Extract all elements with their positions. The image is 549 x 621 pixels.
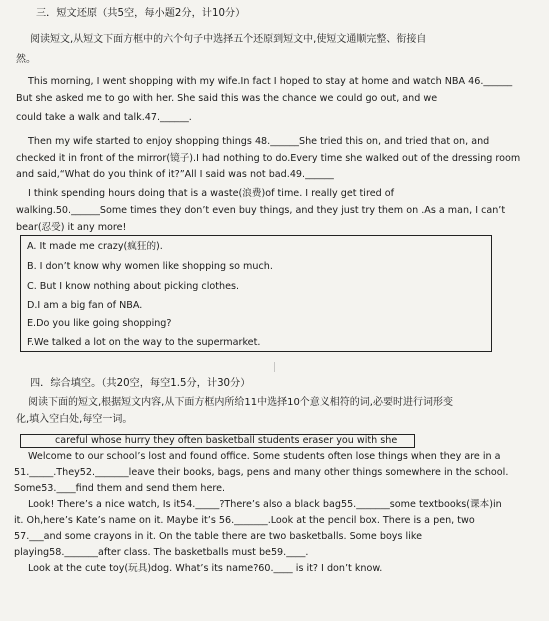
passage-line: could take a walk and talk.47.______. bbox=[16, 112, 192, 123]
passage-line: Look! There’s a nice watch, Is it54._____?There’s also a black bag55._______some textbooks(课本)in bbox=[28, 499, 502, 510]
section3-heading: 三．短文还原（共5空，每小题2分，计10分） bbox=[36, 8, 246, 19]
section3-instruction-line-2: 然。 bbox=[16, 54, 36, 65]
option-b: B. I don’t know why women like shopping so much. bbox=[27, 261, 273, 272]
passage-line: Welcome to our school’s lost and found office. Some students often lose things when they are in a bbox=[28, 451, 501, 462]
passage-line: 57.___and some crayons in it. On the table there are two basketballs. Some boys like bbox=[14, 531, 422, 542]
option-e: E.Do you like going shopping? bbox=[27, 318, 172, 329]
word-bank-box bbox=[20, 434, 415, 448]
passage-line: Then my wife started to enjoy shopping things 48.______She tried this on, and tried that on, and bbox=[28, 136, 490, 147]
passage-line: and said,“What do you think of it?”All I said was not bad.49.______ bbox=[16, 169, 334, 180]
passage-line: walking.50.______Some times they don’t even buy things, and they just try them on .As a man, I can’t bbox=[16, 205, 506, 216]
option-a: A. It made me crazy(疯狂的). bbox=[27, 241, 163, 252]
passage-line: This morning, I went shopping with my wife.In fact I hoped to stay at home and watch NBA 46.______ bbox=[28, 76, 513, 87]
passage-line: Look at the cute toy(玩具)dog. What’s its name?60.____ is it? I don’t know. bbox=[28, 563, 383, 574]
passage-line: checked it in front of the mirror(镜子).I had nothing to do.Every time she walked out of the dressing room bbox=[16, 153, 521, 164]
scan-mark bbox=[274, 362, 279, 372]
passage-line: 51._____.They52._______leave their books, bags, pens and many other things somewhere in the school. bbox=[14, 467, 509, 478]
options-box bbox=[20, 235, 492, 352]
option-d: D.I am a big fan of NBA. bbox=[27, 300, 143, 311]
option-c: C. But I know nothing about picking clothes. bbox=[27, 281, 240, 292]
option-f: F.We talked a lot on the way to the supermarket. bbox=[27, 337, 261, 348]
section3-instruction-line-1: 阅读短文,从短文下面方框中的六个句子中选择五个还原到短文中,使短文通顺完整、衔接自 bbox=[30, 34, 427, 45]
section4-instruction-line-1: 阅读下面的短文,根据短文内容,从下面方框内所给11中选择10个意义相符的词,必要时进行词形变 bbox=[28, 397, 453, 408]
passage-line: it. Oh,here’s Kate’s name on it. Maybe it’s 56._______.Look at the pencil box. There is a pen, two bbox=[14, 515, 475, 526]
section4-heading: 四．综合填空。（共20空，每空1.5分，计30分） bbox=[30, 378, 251, 389]
passage-line: But she asked me to go with her. She said this was the chance we could go out, and we bbox=[16, 93, 438, 104]
section4-instruction-line-2: 化,填入空白处,每空一词。 bbox=[16, 414, 133, 425]
word-bank: careful whose hurry they often basketball students eraser you with she bbox=[55, 435, 398, 446]
passage-line: I think spending hours doing that is a waste(浪费)of time. I really get tired of bbox=[28, 188, 394, 199]
passage-line: Some53.____find them and send them here. bbox=[14, 483, 226, 494]
passage-line: bear(忍受) it any more! bbox=[16, 222, 127, 233]
passage-line: playing58._______after class. The basketballs must be59.____. bbox=[14, 547, 309, 558]
